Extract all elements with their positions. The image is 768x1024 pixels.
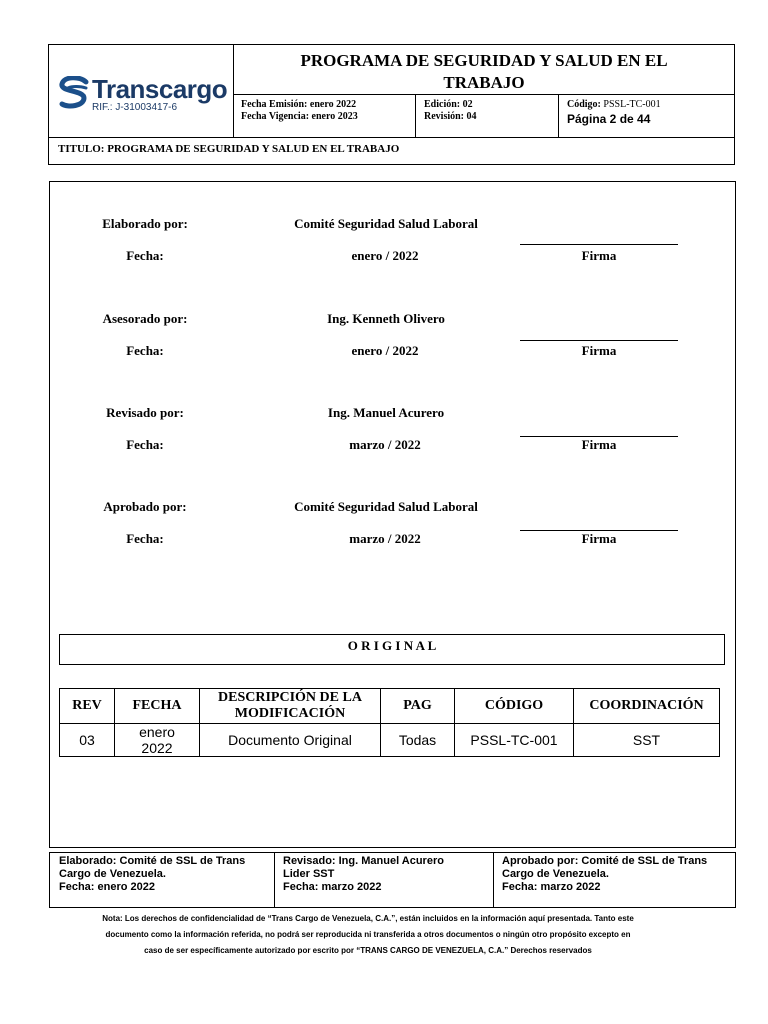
footer-revisado-line2: Lider SST (283, 868, 335, 880)
fecha-emision: Fecha Emisión: enero 2022 (241, 99, 357, 110)
approval-role: Aprobado por: (103, 499, 187, 514)
note-line2: documento como la información referida, no podrá ser reproducida ni transferida a otros documentos o ningún otro propósito excepto en (105, 930, 631, 939)
pagina: Página 2 de 44 (567, 112, 651, 126)
approval-fecha-value: enero / 2022 (351, 248, 419, 263)
company-logo (58, 74, 228, 120)
codigo-label: Código: (567, 99, 601, 110)
approval-role: Asesorado por: (102, 311, 188, 326)
note-line1: Nota: Los derechos de confidencialidad de “Trans Cargo de Venezuela, C.A.”, están incluidos en la información aquí presentada. Tanto este (102, 914, 634, 923)
original-label: O R I G I N A L (347, 638, 437, 653)
document-title-line1: PROGRAMA DE SEGURIDAD Y SALUD EN EL (300, 51, 668, 70)
col-rev: REV (60, 689, 115, 724)
revision-table (59, 688, 720, 757)
approval-name: Comité Seguridad Salud Laboral (294, 499, 478, 514)
codigo (567, 99, 661, 111)
signature-line (520, 340, 678, 341)
col-codigo: CÓDIGO (455, 689, 574, 724)
titulo-row: TITULO: PROGRAMA DE SEGURIDAD Y SALUD EN EL TRABAJO (58, 143, 400, 155)
footer-divider-2 (493, 852, 494, 908)
approval-name: Ing. Manuel Acurero (327, 405, 445, 420)
footer-elaborado-line1: Elaborado: Comité de SSL de Trans (59, 855, 246, 867)
footer-aprobado (502, 855, 707, 894)
footer-revisado-line3: Fecha: marzo 2022 (283, 881, 382, 893)
confidentiality-note (68, 911, 668, 959)
codigo-value: PSSL-TC-001 (603, 99, 661, 110)
signature-line (520, 244, 678, 245)
logo-wordmark: Transcargo (92, 74, 228, 104)
footer-elaborado-line2: Cargo de Venezuela. (59, 868, 166, 880)
approval-firma-label: Firma (581, 343, 617, 358)
approval-name: Comité Seguridad Salud Laboral (294, 216, 478, 231)
approval-role: Elaborado por: (102, 216, 188, 231)
revision-table-header (60, 689, 720, 724)
transcargo-logo-icon (58, 76, 90, 112)
footer-revisado (283, 855, 444, 894)
cell-pag: Todas (381, 724, 455, 757)
col-fecha: FECHA (115, 689, 200, 724)
footer-elaborado (59, 855, 245, 894)
signature-line (520, 530, 678, 531)
approval-fecha-label: Fecha: (126, 248, 164, 263)
footer-aprobado-line3: Fecha: marzo 2022 (502, 881, 601, 893)
table-row (60, 724, 720, 757)
cell-descripcion: Documento Original (200, 724, 381, 757)
approval-fecha-value: enero / 2022 (351, 343, 419, 358)
footer-revisado-line1: Revisado: Ing. Manuel Acurero (283, 855, 444, 867)
approval-fecha-value: marzo / 2022 (349, 437, 421, 452)
approval-firma-label: Firma (581, 531, 617, 546)
approval-firma-label: Firma (581, 248, 617, 263)
meta-row-top-line (233, 94, 735, 95)
approval-role: Revisado por: (106, 405, 184, 420)
signature-line (520, 436, 678, 437)
col-coordinacion: COORDINACIÓN (574, 689, 720, 724)
footer-divider-1 (274, 852, 275, 908)
approval-fecha-value: marzo / 2022 (349, 531, 421, 546)
approval-fecha-label: Fecha: (126, 343, 164, 358)
col-pag: PAG (381, 689, 455, 724)
approval-fecha-label: Fecha: (126, 531, 164, 546)
revision: Revisión: 04 (424, 111, 477, 122)
approval-firma-label: Firma (581, 437, 617, 452)
edicion: Edición: 02 (424, 99, 473, 110)
cell-rev: 03 (60, 724, 115, 757)
col-descripcion: DESCRIPCIÓN DE LA MODIFICACIÓN (200, 689, 381, 724)
fecha-vigencia: Fecha Vigencia: enero 2023 (241, 111, 358, 122)
document-title-line2: TRABAJO (443, 73, 525, 92)
cell-fecha: enero 2022 (115, 724, 200, 757)
footer-aprobado-line1: Aprobado por: Comité de SSL de Trans (502, 855, 708, 867)
meta-divider-1 (415, 94, 416, 137)
cell-codigo: PSSL-TC-001 (455, 724, 574, 757)
cell-coordinacion: SST (574, 724, 720, 757)
note-line3: caso de ser específicamente autorizado por escrito por “TRANS CARGO DE VENEZUELA, C.A.” Derechos reservados (144, 946, 592, 955)
logo-rif: RIF.: J-31003417-6 (92, 102, 178, 113)
document-title (234, 50, 734, 94)
footer-elaborado-line3: Fecha: enero 2022 (59, 881, 155, 893)
approval-name: Ing. Kenneth Olivero (327, 311, 445, 326)
header-titulo-divider (48, 137, 735, 138)
footer-aprobado-line2: Cargo de Venezuela. (502, 868, 609, 880)
approval-fecha-label: Fecha: (126, 437, 164, 452)
meta-divider-2 (558, 94, 559, 137)
